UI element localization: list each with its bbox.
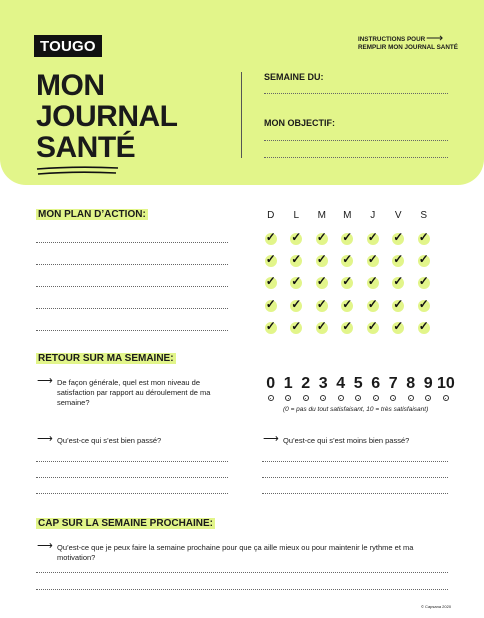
check-row <box>258 322 437 344</box>
goal-field-line-2[interactable] <box>264 157 448 158</box>
check-icon <box>265 255 277 267</box>
scale-number: 10 <box>437 375 455 392</box>
arrow-right-icon: ⟶ <box>37 433 53 445</box>
check-icon <box>290 255 302 267</box>
arrow-right-icon: ⟶ <box>426 31 444 45</box>
scale-number: 1 <box>283 375 293 392</box>
satisfaction-scale <box>262 375 455 401</box>
plan-line[interactable] <box>36 242 228 243</box>
check-icon <box>316 322 328 334</box>
check-icon <box>265 277 277 289</box>
day-headers <box>258 210 450 221</box>
scale-option[interactable] <box>297 375 315 401</box>
answer-line[interactable] <box>262 461 448 462</box>
checkbox[interactable] <box>284 322 310 344</box>
scale-number: 7 <box>388 375 398 392</box>
radio-icon <box>390 395 396 401</box>
check-icon <box>418 277 430 289</box>
next-title: CAP SUR LA SEMAINE PROCHAINE: <box>38 518 214 529</box>
day-label: V <box>394 210 402 221</box>
review-title: RETOUR SUR MA SEMAINE: <box>38 353 174 364</box>
instructions-line-1: INSTRUCTIONS POUR <box>358 36 426 43</box>
check-icon <box>341 255 353 267</box>
question-went-less-well <box>263 433 463 446</box>
check-icon <box>341 277 353 289</box>
checkbox[interactable] <box>258 322 284 344</box>
check-icon <box>341 322 353 334</box>
checkbox[interactable] <box>335 322 361 344</box>
check-icon <box>290 322 302 334</box>
check-icon <box>392 300 404 312</box>
scale-option[interactable] <box>262 375 280 401</box>
scale-option[interactable] <box>437 375 455 401</box>
check-icon <box>316 233 328 245</box>
check-icon <box>367 233 379 245</box>
check-icon <box>316 300 328 312</box>
title-line-2: JOURNAL <box>36 100 178 133</box>
check-icon <box>341 300 353 312</box>
check-icon <box>290 277 302 289</box>
check-icon <box>418 255 430 267</box>
radio-icon <box>408 395 414 401</box>
question-satisfaction <box>37 375 237 408</box>
scale-number: 5 <box>353 375 363 392</box>
plan-line[interactable] <box>36 286 228 287</box>
check-icon <box>418 300 430 312</box>
day-label: M <box>317 210 326 221</box>
check-icon <box>418 233 430 245</box>
check-icon <box>341 233 353 245</box>
check-icon <box>316 277 328 289</box>
checkbox[interactable] <box>360 322 386 344</box>
goal-label: MON OBJECTIF: <box>264 118 335 128</box>
title-line-1: MON <box>36 69 105 102</box>
check-icon <box>367 322 379 334</box>
question-text: Qu’est-ce qui s’est bien passé? <box>57 436 162 445</box>
arrow-right-icon: ⟶ <box>263 433 279 445</box>
scale-number: 9 <box>423 375 433 392</box>
check-icon <box>367 277 379 289</box>
scale-number: 3 <box>318 375 328 392</box>
arrow-right-icon: ⟶ <box>37 375 53 387</box>
check-icon <box>265 322 277 334</box>
scale-option[interactable] <box>332 375 350 401</box>
logo: TOUGO <box>34 35 102 57</box>
check-icon <box>392 322 404 334</box>
plan-line[interactable] <box>36 330 228 331</box>
scale-number: 6 <box>371 375 381 392</box>
check-icon <box>367 300 379 312</box>
scale-number: 8 <box>406 375 416 392</box>
checkbox[interactable] <box>386 322 412 344</box>
radio-icon <box>443 395 449 401</box>
week-field[interactable] <box>264 93 448 94</box>
copyright: © Capsana 2020 <box>421 604 452 609</box>
scale-option[interactable] <box>385 375 403 401</box>
check-icon <box>418 322 430 334</box>
day-label: M <box>343 210 352 221</box>
answer-line[interactable] <box>36 461 228 462</box>
check-grid <box>258 233 437 344</box>
radio-icon <box>338 395 344 401</box>
scale-option[interactable] <box>350 375 368 401</box>
scale-option[interactable] <box>315 375 333 401</box>
day-label: J <box>370 210 376 221</box>
plan-title: MON PLAN D’ACTION: <box>38 209 146 220</box>
day-label: L <box>293 210 300 221</box>
check-icon <box>392 255 404 267</box>
radio-icon <box>303 395 309 401</box>
question-next-week <box>37 540 437 563</box>
instructions-line-2: REMPLIR MON JOURNAL SANTÉ <box>358 44 458 51</box>
answer-line[interactable] <box>262 493 448 494</box>
plan-line[interactable] <box>36 308 228 309</box>
scale-number: 2 <box>301 375 311 392</box>
question-went-well <box>37 433 237 446</box>
answer-line[interactable] <box>36 572 448 573</box>
checkbox[interactable] <box>309 322 335 344</box>
plan-line[interactable] <box>36 264 228 265</box>
header-divider <box>241 72 242 158</box>
scale-note: (0 = pas du tout satisfaisant, 10 = très satisfaisant) <box>283 406 429 413</box>
check-icon <box>316 255 328 267</box>
instructions-link[interactable] <box>358 36 468 52</box>
day-label: S <box>420 210 428 221</box>
scale-number: 0 <box>266 375 276 392</box>
scale-number: 4 <box>336 375 346 392</box>
radio-icon <box>355 395 361 401</box>
question-text: Qu’est-ce qui s’est moins bien passé? <box>283 436 410 445</box>
check-icon <box>265 233 277 245</box>
scale-option[interactable] <box>402 375 420 401</box>
day-label: D <box>267 210 275 221</box>
answer-line[interactable] <box>36 589 448 590</box>
goal-field-line-1[interactable] <box>264 140 448 141</box>
week-label: SEMAINE DU: <box>264 72 324 82</box>
answer-line[interactable] <box>262 477 448 478</box>
radio-icon <box>285 395 291 401</box>
question-text: De façon générale, quel est mon niveau de satisfaction par rapport au déroulement de ma semaine? <box>57 378 211 407</box>
check-icon <box>290 233 302 245</box>
question-text: Qu’est-ce que je peux faire la semaine prochaine pour que ça aille mieux ou pour maintenir le rythme et ma motivation? <box>57 543 414 562</box>
title-line-3: SANTÉ <box>36 131 136 164</box>
radio-icon <box>373 395 379 401</box>
scale-option[interactable] <box>280 375 298 401</box>
answer-line[interactable] <box>36 493 228 494</box>
check-icon <box>367 255 379 267</box>
checkbox[interactable] <box>411 322 437 344</box>
radio-icon <box>320 395 326 401</box>
radio-icon <box>268 395 274 401</box>
page-title <box>36 70 178 163</box>
answer-line[interactable] <box>36 477 228 478</box>
arrow-right-icon: ⟶ <box>37 540 53 552</box>
check-icon <box>392 277 404 289</box>
check-icon <box>392 233 404 245</box>
underline-scribble <box>36 165 120 177</box>
radio-icon <box>425 395 431 401</box>
check-icon <box>265 300 277 312</box>
check-icon <box>290 300 302 312</box>
scale-option[interactable] <box>420 375 438 401</box>
scale-option[interactable] <box>367 375 385 401</box>
